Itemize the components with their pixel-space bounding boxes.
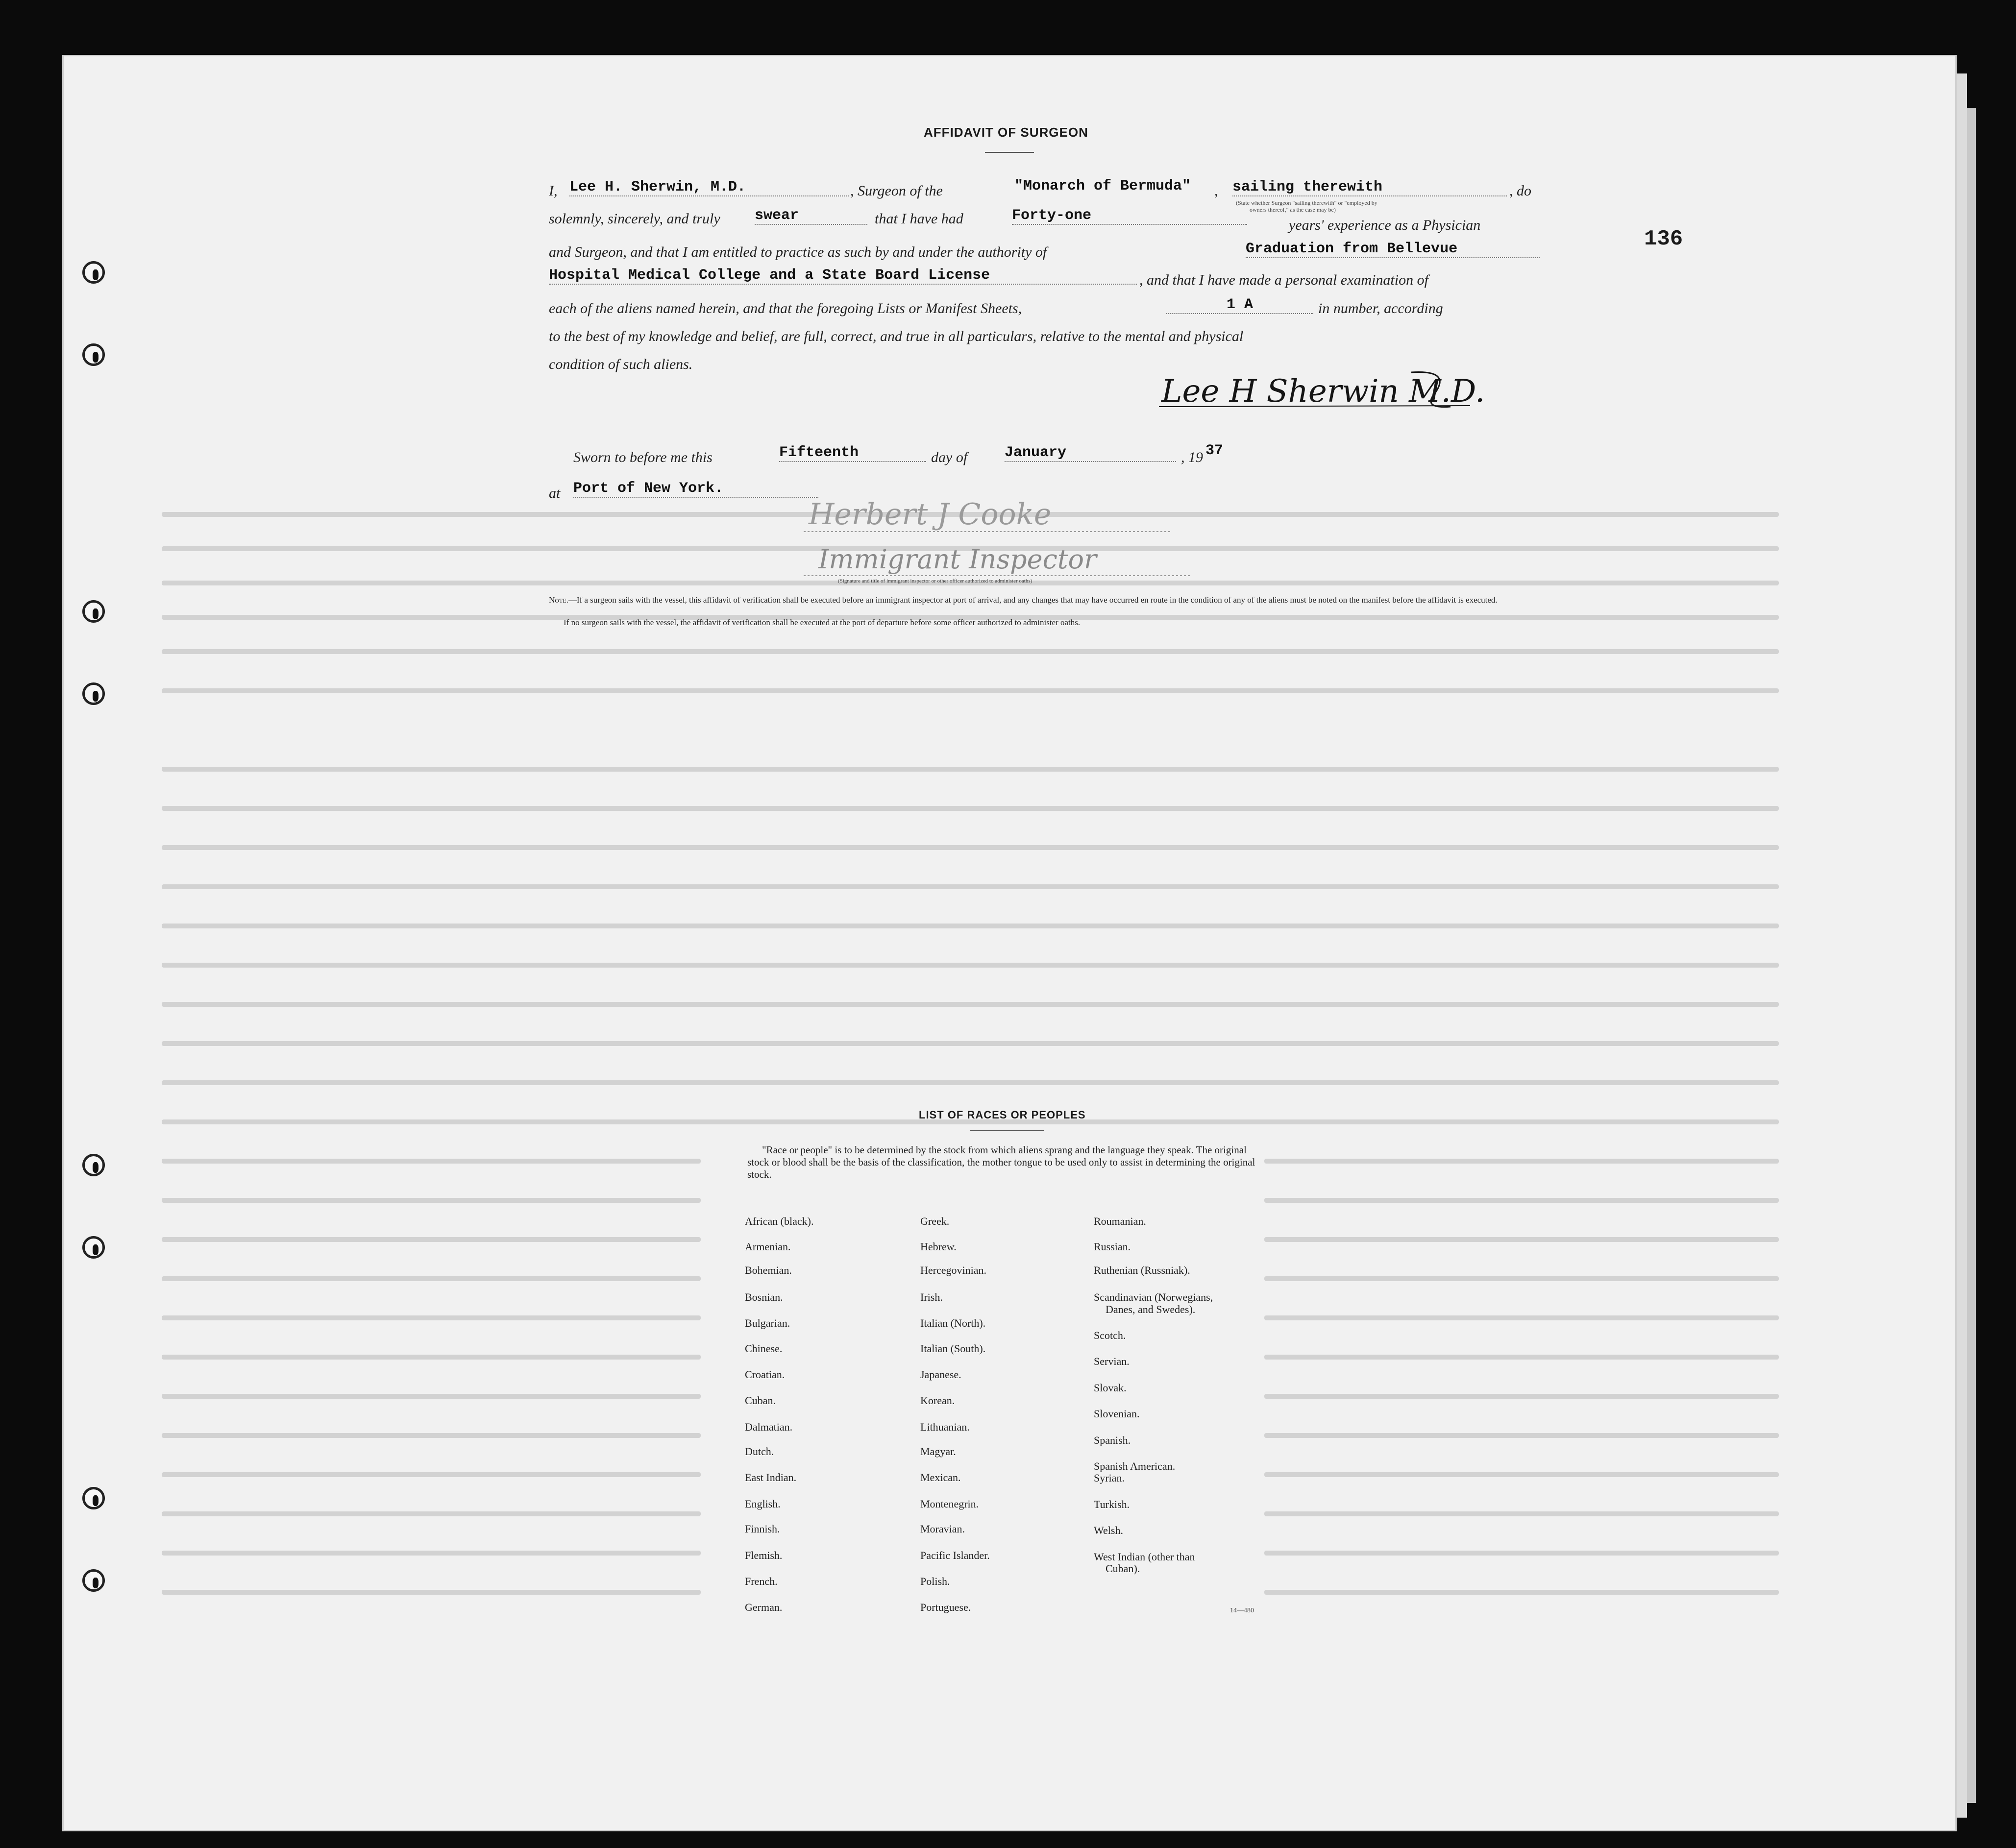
- race-item: German.: [745, 1601, 783, 1613]
- line3-pre: and Surgeon, and that I am entitled to practice as such by and under the authority of: [549, 244, 1047, 260]
- place-pre: at: [549, 485, 561, 501]
- line2-mid: that I have had: [875, 211, 963, 227]
- races-title: LIST OF RACES OR PEOPLES: [919, 1109, 1086, 1121]
- sailing-note-b: owners thereof," as the case may be): [1250, 206, 1336, 213]
- race-item: Italian (South).: [920, 1342, 986, 1355]
- manifest-page: [64, 56, 1955, 1830]
- note-label: Note.: [549, 595, 568, 605]
- officer-caption: (Signature and title of immigrant inspector or other officer authorized to administer oaths): [838, 578, 1033, 584]
- binder-hole: [82, 1154, 105, 1176]
- binder-hole: [82, 1487, 105, 1509]
- title-underline: [985, 152, 1034, 153]
- race-item: Korean.: [920, 1394, 955, 1407]
- place-value: Port of New York.: [573, 480, 818, 498]
- race-item: Dalmatian.: [745, 1421, 793, 1433]
- race-item: Turkish.: [1094, 1498, 1130, 1510]
- race-item: Dutch.: [745, 1445, 774, 1458]
- race-item: Moravian.: [920, 1523, 965, 1535]
- officer-signature-title: Immigrant Inspector: [818, 544, 1097, 575]
- race-item: Bulgarian.: [745, 1317, 790, 1329]
- race-item: Scandinavian (Norwegians,: [1094, 1291, 1213, 1303]
- race-item: Bosnian.: [745, 1291, 783, 1303]
- line5-post: in number, according: [1318, 300, 1443, 316]
- sworn-day: Fifteenth: [779, 444, 926, 462]
- surgeon-note: [549, 594, 1544, 606]
- race-item: Danes, and Swedes).: [1106, 1303, 1196, 1315]
- race-item: French.: [745, 1575, 778, 1587]
- line7: condition of such aliens.: [549, 356, 693, 372]
- race-item: East Indian.: [745, 1471, 797, 1483]
- race-item: Roumanian.: [1094, 1215, 1146, 1227]
- race-item: Mexican.: [920, 1471, 961, 1483]
- binder-hole: [82, 343, 105, 366]
- line1-post: , do: [1509, 183, 1531, 199]
- race-item: Magyar.: [920, 1445, 956, 1458]
- race-item: Portuguese.: [920, 1601, 971, 1613]
- race-item: English.: [745, 1498, 781, 1510]
- line2-post: years' experience as a Physician: [1289, 217, 1481, 233]
- race-item: Irish.: [920, 1291, 943, 1303]
- race-item: Italian (North).: [920, 1317, 986, 1329]
- authority-line-a: Graduation from Bellevue: [1246, 241, 1540, 258]
- binder-hole: [82, 1569, 105, 1592]
- form-code: 14—480: [1230, 1607, 1254, 1614]
- line1-pre: I,: [549, 183, 558, 199]
- race-item: Russian.: [1094, 1240, 1131, 1253]
- sailing-status: sailing therewith: [1232, 179, 1507, 196]
- sworn-year: 37: [1205, 442, 1224, 459]
- line5-pre: each of the aliens named herein, and that the foregoing Lists or Manifest Sheets,: [549, 300, 1022, 316]
- race-item: Scotch.: [1094, 1329, 1126, 1341]
- sworn-pre: Sworn to before me this: [573, 449, 713, 465]
- race-item: Montenegrin.: [920, 1498, 979, 1510]
- race-item: Bohemian.: [745, 1264, 792, 1276]
- race-item: West Indian (other than: [1094, 1551, 1195, 1563]
- note-text-1: —If a surgeon sails with the vessel, this affidavit of verification shall be executed before an immigrant inspector at port of arrival, and any changes that may have occurred en route in the condition of any of the aliens must be noted on the manifest before the affidavit is executed.: [568, 595, 1498, 605]
- race-item: Greek.: [920, 1215, 950, 1227]
- race-item: Japanese.: [920, 1368, 961, 1381]
- race-item: Cuban).: [1106, 1562, 1140, 1575]
- sworn-month: January: [1005, 444, 1176, 462]
- race-item: Ruthenian (Russniak).: [1094, 1264, 1190, 1276]
- surgeon-signature-text: Lee H Sherwin M.D.: [1161, 373, 1485, 410]
- race-item: Pacific Islander.: [920, 1549, 990, 1561]
- line1-mid: , Surgeon of the: [850, 183, 943, 199]
- race-item: Welsh.: [1094, 1524, 1123, 1536]
- sheet-count: 1 A: [1166, 296, 1313, 314]
- surgeon-note-2: If no surgeon sails with the vessel, the affidavit of verification shall be executed at the port of departure before some officer authorized to administer oaths.: [564, 618, 1081, 627]
- race-item: Flemish.: [745, 1549, 783, 1561]
- race-item: Polish.: [920, 1575, 950, 1587]
- years-experience: Forty-one: [1012, 207, 1247, 225]
- sworn-day-of: day of: [931, 449, 968, 465]
- race-item: Chinese.: [745, 1342, 783, 1355]
- line4-post: , and that I have made a personal examination of: [1139, 272, 1428, 288]
- race-item: African (black).: [745, 1215, 814, 1227]
- race-item: Spanish.: [1094, 1434, 1131, 1446]
- race-item: Hebrew.: [920, 1240, 957, 1253]
- surgeon-signature: [1156, 363, 1490, 421]
- binder-hole: [82, 682, 105, 705]
- line2-pre: solemnly, sincerely, and truly: [549, 211, 720, 227]
- race-item: Spanish American.: [1094, 1460, 1176, 1472]
- race-item: Lithuanian.: [920, 1421, 970, 1433]
- race-item: Slovak.: [1094, 1382, 1127, 1394]
- race-item: Hercegovinian.: [920, 1264, 986, 1276]
- affidavit-title: AFFIDAVIT OF SURGEON: [924, 125, 1088, 140]
- line6: to the best of my knowledge and belief, are full, correct, and true in all particulars, relative to the mental and physical: [549, 328, 1244, 344]
- race-item: Armenian.: [745, 1240, 791, 1253]
- line1-comma: ,: [1214, 183, 1218, 199]
- race-item: Croatian.: [745, 1368, 785, 1381]
- underlying-sheet-edge: [1967, 108, 1976, 1803]
- officer-signature: [799, 490, 1201, 583]
- race-item: Servian.: [1094, 1355, 1130, 1367]
- underlying-sheet-edge: [1955, 73, 1967, 1818]
- vessel-name: "Monarch of Bermuda": [1014, 178, 1191, 195]
- race-item: Finnish.: [745, 1523, 780, 1535]
- binder-hole: [82, 261, 105, 284]
- race-item: Slovenian.: [1094, 1408, 1140, 1420]
- race-item: Syrian.: [1094, 1472, 1125, 1484]
- races-title-underline: [970, 1130, 1044, 1131]
- officer-signature-name: Herbert J Cooke: [809, 497, 1052, 532]
- sailing-note-a: (State whether Surgeon "sailing therewith" or "employed by: [1236, 199, 1377, 206]
- surgeon-name: Lee H. Sherwin, M.D.: [569, 179, 849, 196]
- sworn-year-prefix: , 19: [1181, 449, 1203, 465]
- oath-type: swear: [755, 207, 867, 225]
- binder-hole: [82, 600, 105, 623]
- binder-hole: [82, 1236, 105, 1259]
- authority-line-b: Hospital Medical College and a State Board License: [549, 267, 1137, 285]
- races-intro: "Race or people" is to be determined by the stock from which aliens sprang and the language they speak. The original stock or blood shall be the basis of the classification, the mother tongue to be used only to assist in determining the original stock.: [747, 1144, 1255, 1180]
- page-number: 136: [1644, 227, 1683, 251]
- race-item: Cuban.: [745, 1394, 776, 1407]
